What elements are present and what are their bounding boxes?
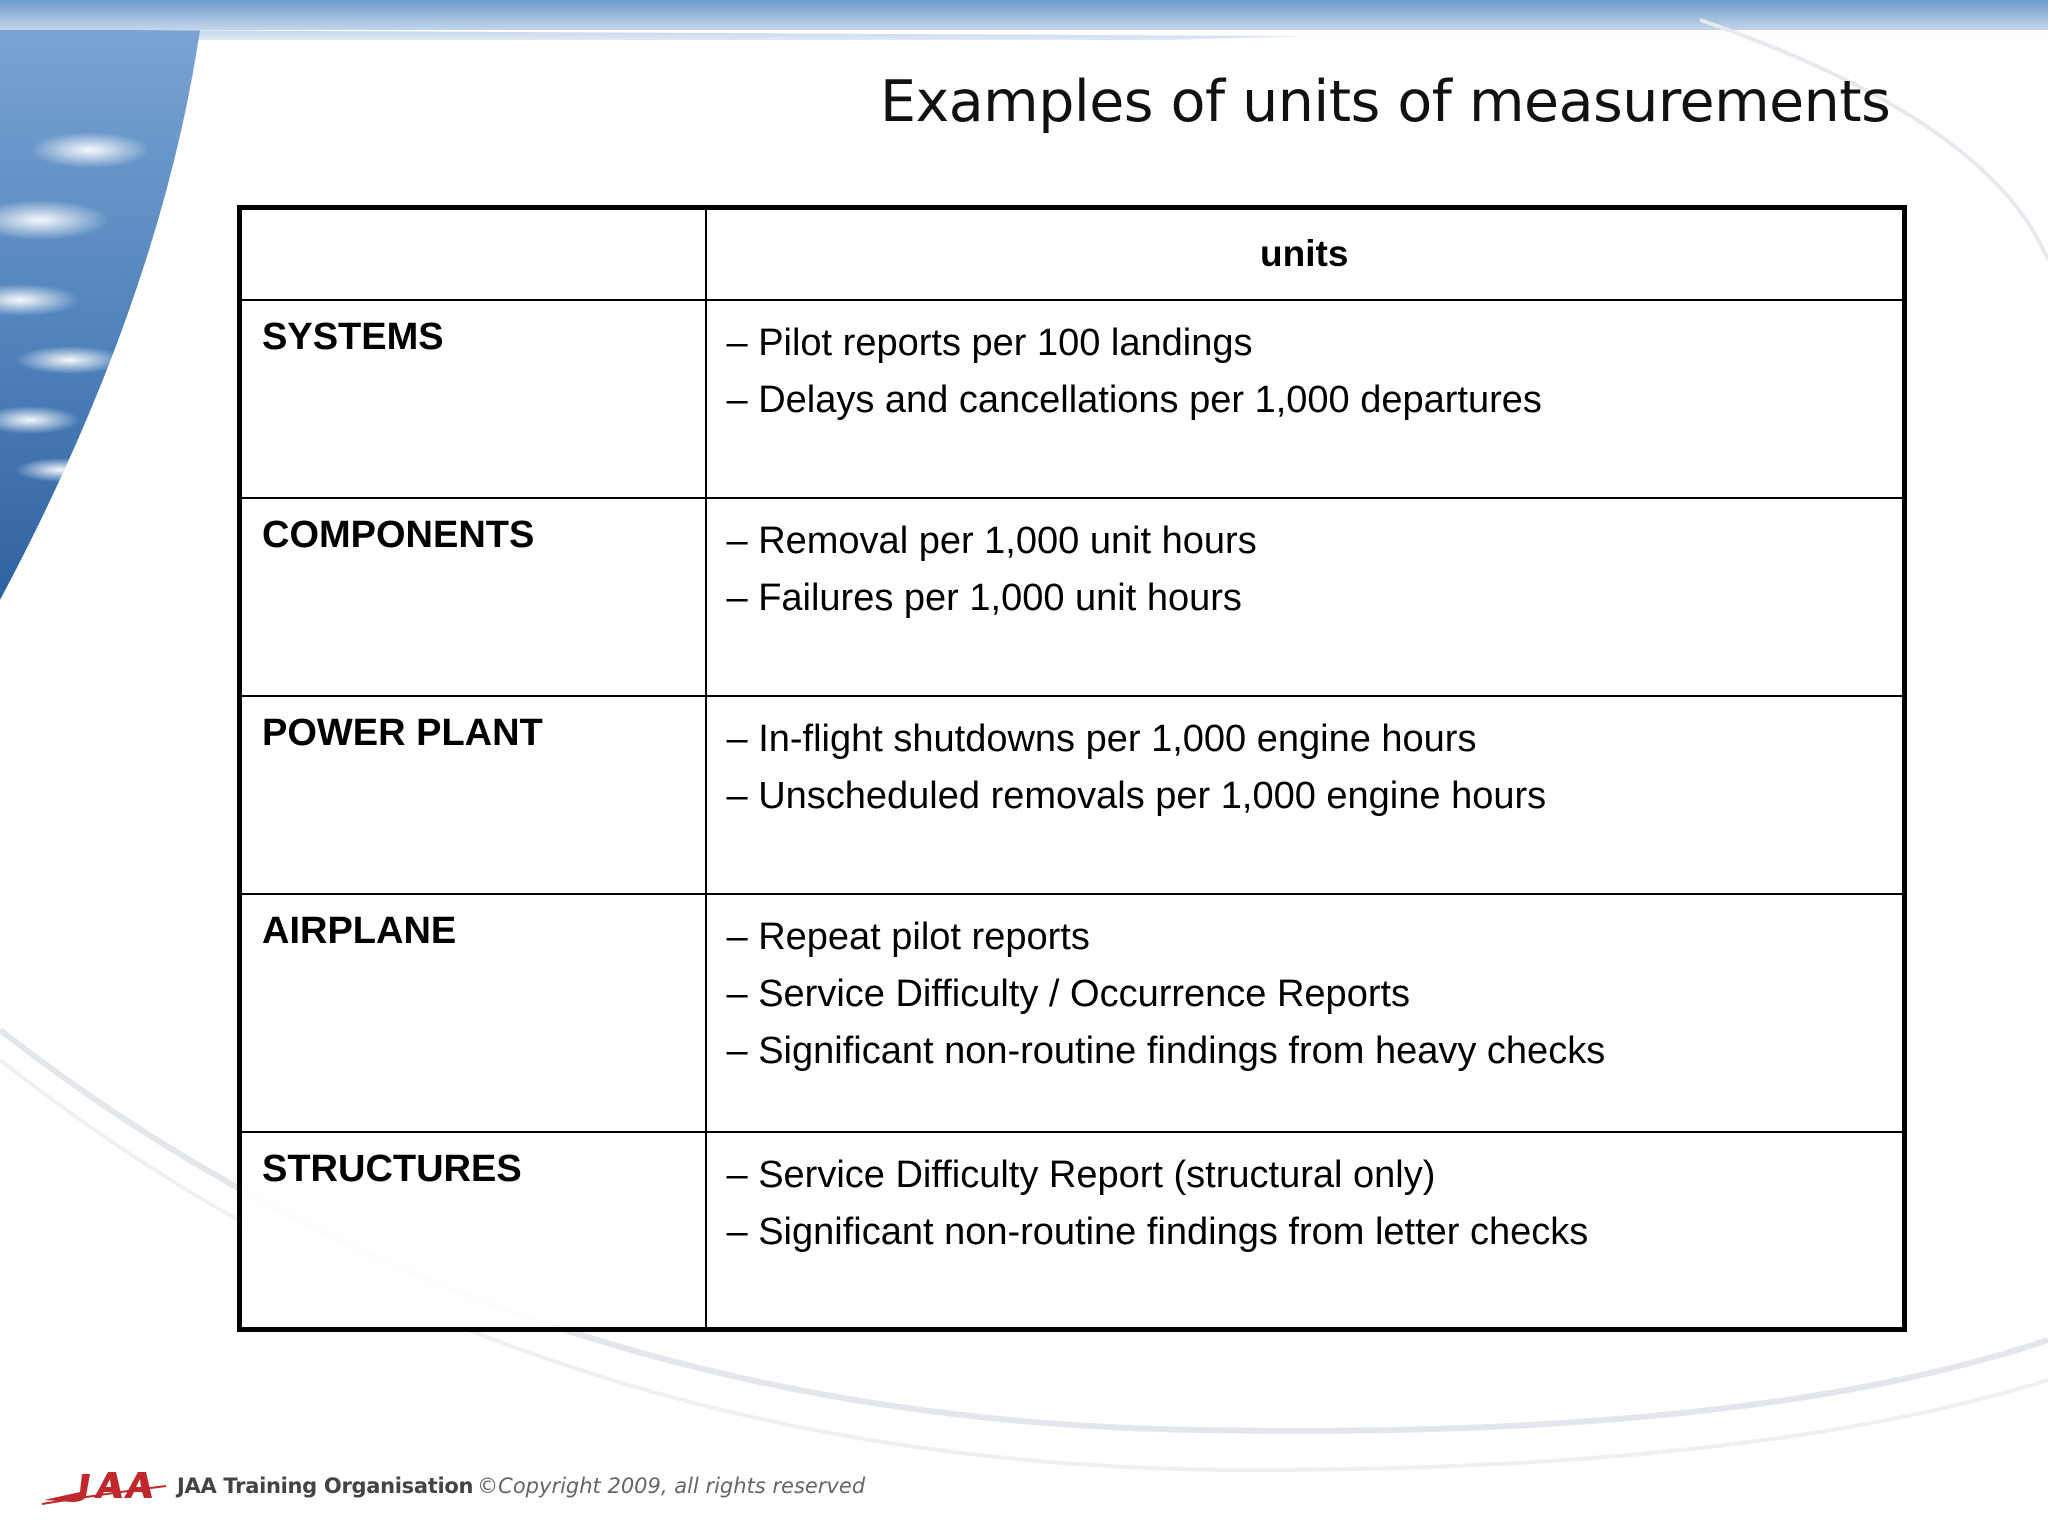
- footer: [42, 1466, 865, 1506]
- units-cell: [706, 894, 1905, 1132]
- table-row: [240, 894, 1905, 1132]
- unit-line: – Repeat pilot reports: [726, 915, 1090, 958]
- table-row: [240, 1132, 1905, 1330]
- unit-line: – Delays and cancellations per 1,000 departures: [726, 378, 1542, 421]
- category-cell: AIRPLANE: [240, 894, 706, 1132]
- slide-title: Examples of units of measurements: [880, 69, 1891, 135]
- unit-line: – Pilot reports per 100 landings: [726, 321, 1253, 364]
- jaa-logo-icon: [42, 1466, 167, 1506]
- category-cell: COMPONENTS: [240, 498, 706, 696]
- category-cell: SYSTEMS: [240, 300, 706, 498]
- units-table: [237, 205, 1907, 1332]
- unit-line: – Failures per 1,000 unit hours: [726, 576, 1242, 619]
- category-cell: POWER PLANT: [240, 696, 706, 894]
- unit-line: – Unscheduled removals per 1,000 engine hours: [726, 774, 1547, 817]
- header-category-cell: [240, 208, 706, 300]
- table-row: [240, 498, 1905, 696]
- unit-line: – Significant non-routine findings from heavy checks: [726, 1029, 1606, 1072]
- footer-copyright: ©Copyright 2009, all rights reserved: [477, 1474, 866, 1498]
- footer-organisation: JAA Training Organisation: [177, 1474, 474, 1498]
- unit-line: – Significant non-routine findings from letter checks: [726, 1210, 1589, 1253]
- category-cell: STRUCTURES: [240, 1132, 706, 1330]
- units-cell: [706, 498, 1905, 696]
- unit-line: – Service Difficulty Report (structural only): [726, 1153, 1436, 1196]
- units-cell: [706, 696, 1905, 894]
- unit-line: – In-flight shutdowns per 1,000 engine hours: [726, 717, 1477, 760]
- units-cell: [706, 1132, 1905, 1330]
- unit-line: – Service Difficulty / Occurrence Reports: [726, 972, 1411, 1015]
- units-cell: [706, 300, 1905, 498]
- unit-line: – Removal per 1,000 unit hours: [726, 519, 1257, 562]
- table-header-row: [240, 208, 1905, 300]
- table-row: [240, 696, 1905, 894]
- table-row: [240, 300, 1905, 498]
- header-units-cell: units: [706, 208, 1905, 300]
